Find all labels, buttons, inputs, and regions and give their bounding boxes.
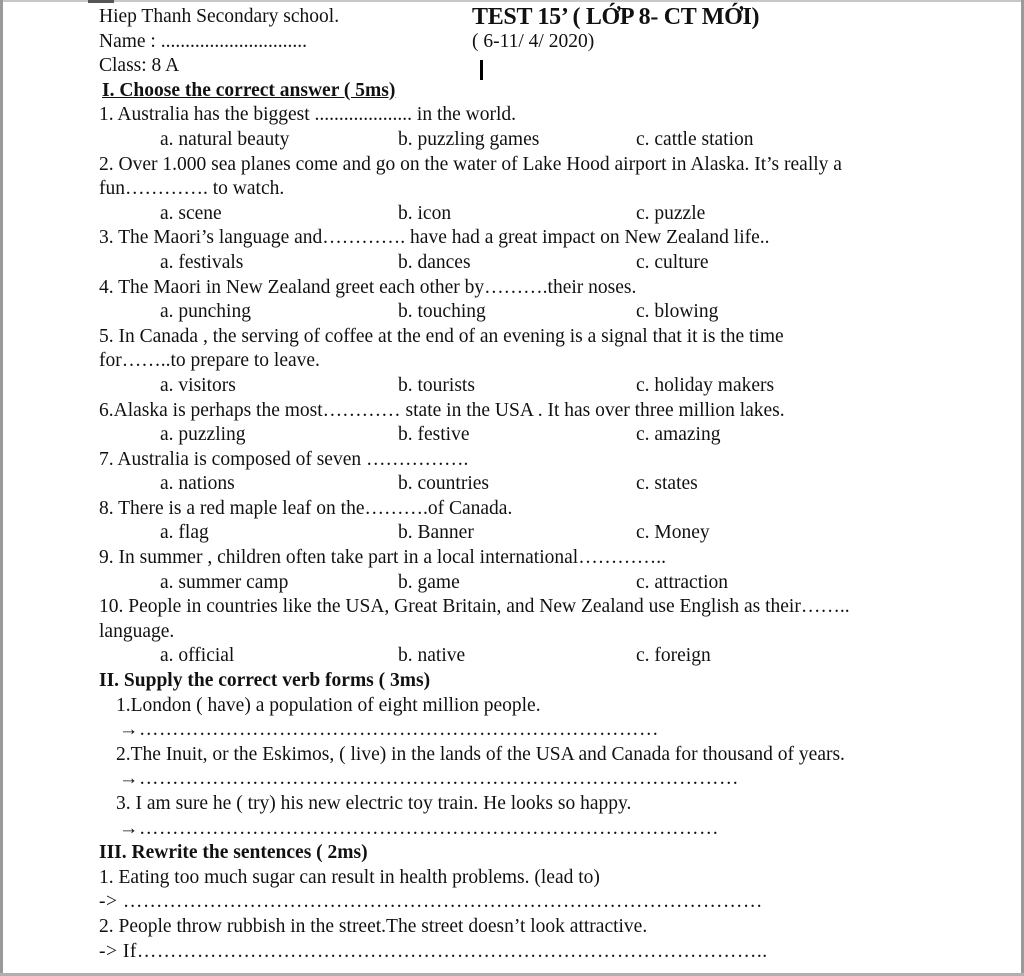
question-7-text: 7. Australia is composed of seven …………….: [99, 448, 469, 470]
answer-option-c[interactable]: c. blowing: [636, 301, 719, 323]
question-10-options: [99, 644, 939, 669]
answer-option-c[interactable]: c. holiday makers: [636, 374, 775, 396]
window-left-border: [0, 0, 3, 976]
verb-form-question: 1.London ( have) a population of eight million people.: [116, 694, 541, 716]
answer-option-a[interactable]: a. scene: [160, 202, 222, 224]
answer-option-c[interactable]: c. culture: [636, 251, 709, 273]
answer-option-b[interactable]: b. dances: [398, 251, 471, 273]
answer-option-a[interactable]: a. nations: [160, 473, 235, 495]
section-1-title: [99, 79, 939, 104]
document-page[interactable]: [99, 5, 939, 964]
question-9-text: 9. In summer , children often take part in a local international…………..: [99, 547, 666, 569]
answer-option-b[interactable]: b. Banner: [398, 522, 474, 544]
class-label: Class: 8 A: [99, 55, 180, 77]
answer-option-b[interactable]: b. touching: [398, 301, 486, 323]
question-2-text: fun…………. to watch.: [99, 178, 285, 200]
question-1-text: 1. Australia has the biggest .................... in the world.: [99, 104, 517, 126]
answer-blank[interactable]: -> If…………………………………………………………………………………..: [99, 940, 768, 962]
answer-option-b[interactable]: b. countries: [398, 473, 489, 495]
header-row-1: [99, 5, 939, 30]
section-2-title: II. Supply the correct verb forms ( 3ms): [99, 670, 431, 692]
answer-blank[interactable]: →……………………………………………………………………………: [119, 817, 719, 839]
section-3-title: III. Rewrite the sentences ( 2ms): [99, 842, 368, 864]
name-field-label: Name : ..............................: [99, 30, 307, 52]
question-3-text: 3. The Maori’s language and…………. have had a great impact on New Zealand life..: [99, 227, 770, 249]
question-1-options: [99, 128, 939, 153]
verb-form-question: 3. I am sure he ( try) his new electric toy train. He looks so happy.: [116, 793, 632, 814]
question-6-text: 6.Alaska is perhaps the most………… state in the USA . It has over three million lakes.: [99, 399, 785, 421]
question-2-text: 2. Over 1.000 sea planes come and go on the water of Lake Hood airport in Alaska. It’s really a: [99, 153, 842, 175]
answer-option-a[interactable]: a. puzzling: [160, 424, 246, 446]
answer-option-a[interactable]: a. official: [160, 645, 235, 667]
rewrite-question: 2. People throw rubbish in the street.The street doesn’t look attractive.: [99, 915, 648, 937]
rewrite-question: 1. Eating too much sugar can result in health problems. (lead to): [99, 866, 600, 888]
header-row-2: [99, 30, 939, 55]
answer-option-a[interactable]: a. festivals: [160, 251, 244, 273]
answer-option-a[interactable]: a. natural beauty: [160, 128, 290, 150]
question-10-text: language.: [99, 620, 175, 642]
answer-option-c[interactable]: c. amazing: [636, 424, 721, 446]
section-1-marks: ( 5ms): [339, 79, 396, 101]
question-9-options: [99, 571, 939, 596]
answer-option-c[interactable]: c. states: [636, 473, 698, 495]
answer-option-a[interactable]: a. flag: [160, 522, 209, 544]
question-8-options: [99, 521, 939, 546]
answer-option-c[interactable]: c. puzzle: [636, 202, 706, 224]
question-6-options: [99, 423, 939, 448]
section-1-heading: I. Choose the correct answer: [102, 79, 340, 101]
answer-option-b[interactable]: b. festive: [398, 424, 470, 446]
answer-option-c[interactable]: c. Money: [636, 522, 710, 544]
answer-blank[interactable]: -> ……………………………………………………………………………………: [99, 891, 763, 913]
answer-option-a[interactable]: a. punching: [160, 301, 251, 323]
question-3-options: [99, 251, 939, 276]
header-row-3: [99, 54, 939, 79]
question-8-text: 8. There is a red maple leaf on the……….of Canada.: [99, 497, 513, 519]
school-name: Hiep Thanh Secondary school.: [99, 6, 340, 27]
answer-option-c[interactable]: c. cattle station: [636, 128, 754, 150]
question-4-text: 4. The Maori in New Zealand greet each other by……….their noses.: [99, 276, 637, 298]
answer-option-a[interactable]: a. visitors: [160, 374, 236, 396]
question-7-options: [99, 472, 939, 497]
test-title: TEST 15’ ( LỚP 8- CT MỚI): [472, 4, 760, 30]
window-top-border: [0, 0, 1024, 2]
text-cursor: [480, 60, 483, 80]
verb-form-question: 2.The Inuit, or the Eskimos, ( live) in the lands of the USA and Canada for thousand of years.: [116, 743, 845, 765]
section-2-items: [99, 694, 939, 842]
test-date: ( 6-11/ 4/ 2020): [472, 30, 595, 52]
answer-option-b[interactable]: b. tourists: [398, 374, 475, 396]
answer-option-b[interactable]: b. puzzling games: [398, 128, 540, 150]
answer-option-b[interactable]: b. native: [398, 645, 466, 667]
question-5-text: 5. In Canada , the serving of coffee at the end of an evening is a signal that it is the time: [99, 325, 784, 347]
question-5-options: [99, 374, 939, 399]
answer-blank[interactable]: →……………………………………………………………………: [119, 719, 659, 741]
question-5-text: for……..to prepare to leave.: [99, 350, 320, 372]
section-3-items: [99, 866, 939, 964]
window-tab-marker: [88, 0, 114, 3]
question-4-options: [99, 300, 939, 325]
answer-option-b[interactable]: b. icon: [398, 202, 452, 224]
answer-option-b[interactable]: b. game: [398, 571, 460, 593]
answer-option-a[interactable]: a. summer camp: [160, 571, 289, 593]
answer-blank[interactable]: →………………………………………………………………………………: [119, 768, 739, 790]
answer-option-c[interactable]: c. foreign: [636, 645, 711, 667]
answer-option-c[interactable]: c. attraction: [636, 571, 729, 593]
question-10-text: 10. People in countries like the USA, Great Britain, and New Zealand use English as their……..: [99, 596, 850, 618]
section-1-questions: [99, 103, 939, 669]
question-2-options: [99, 202, 939, 227]
